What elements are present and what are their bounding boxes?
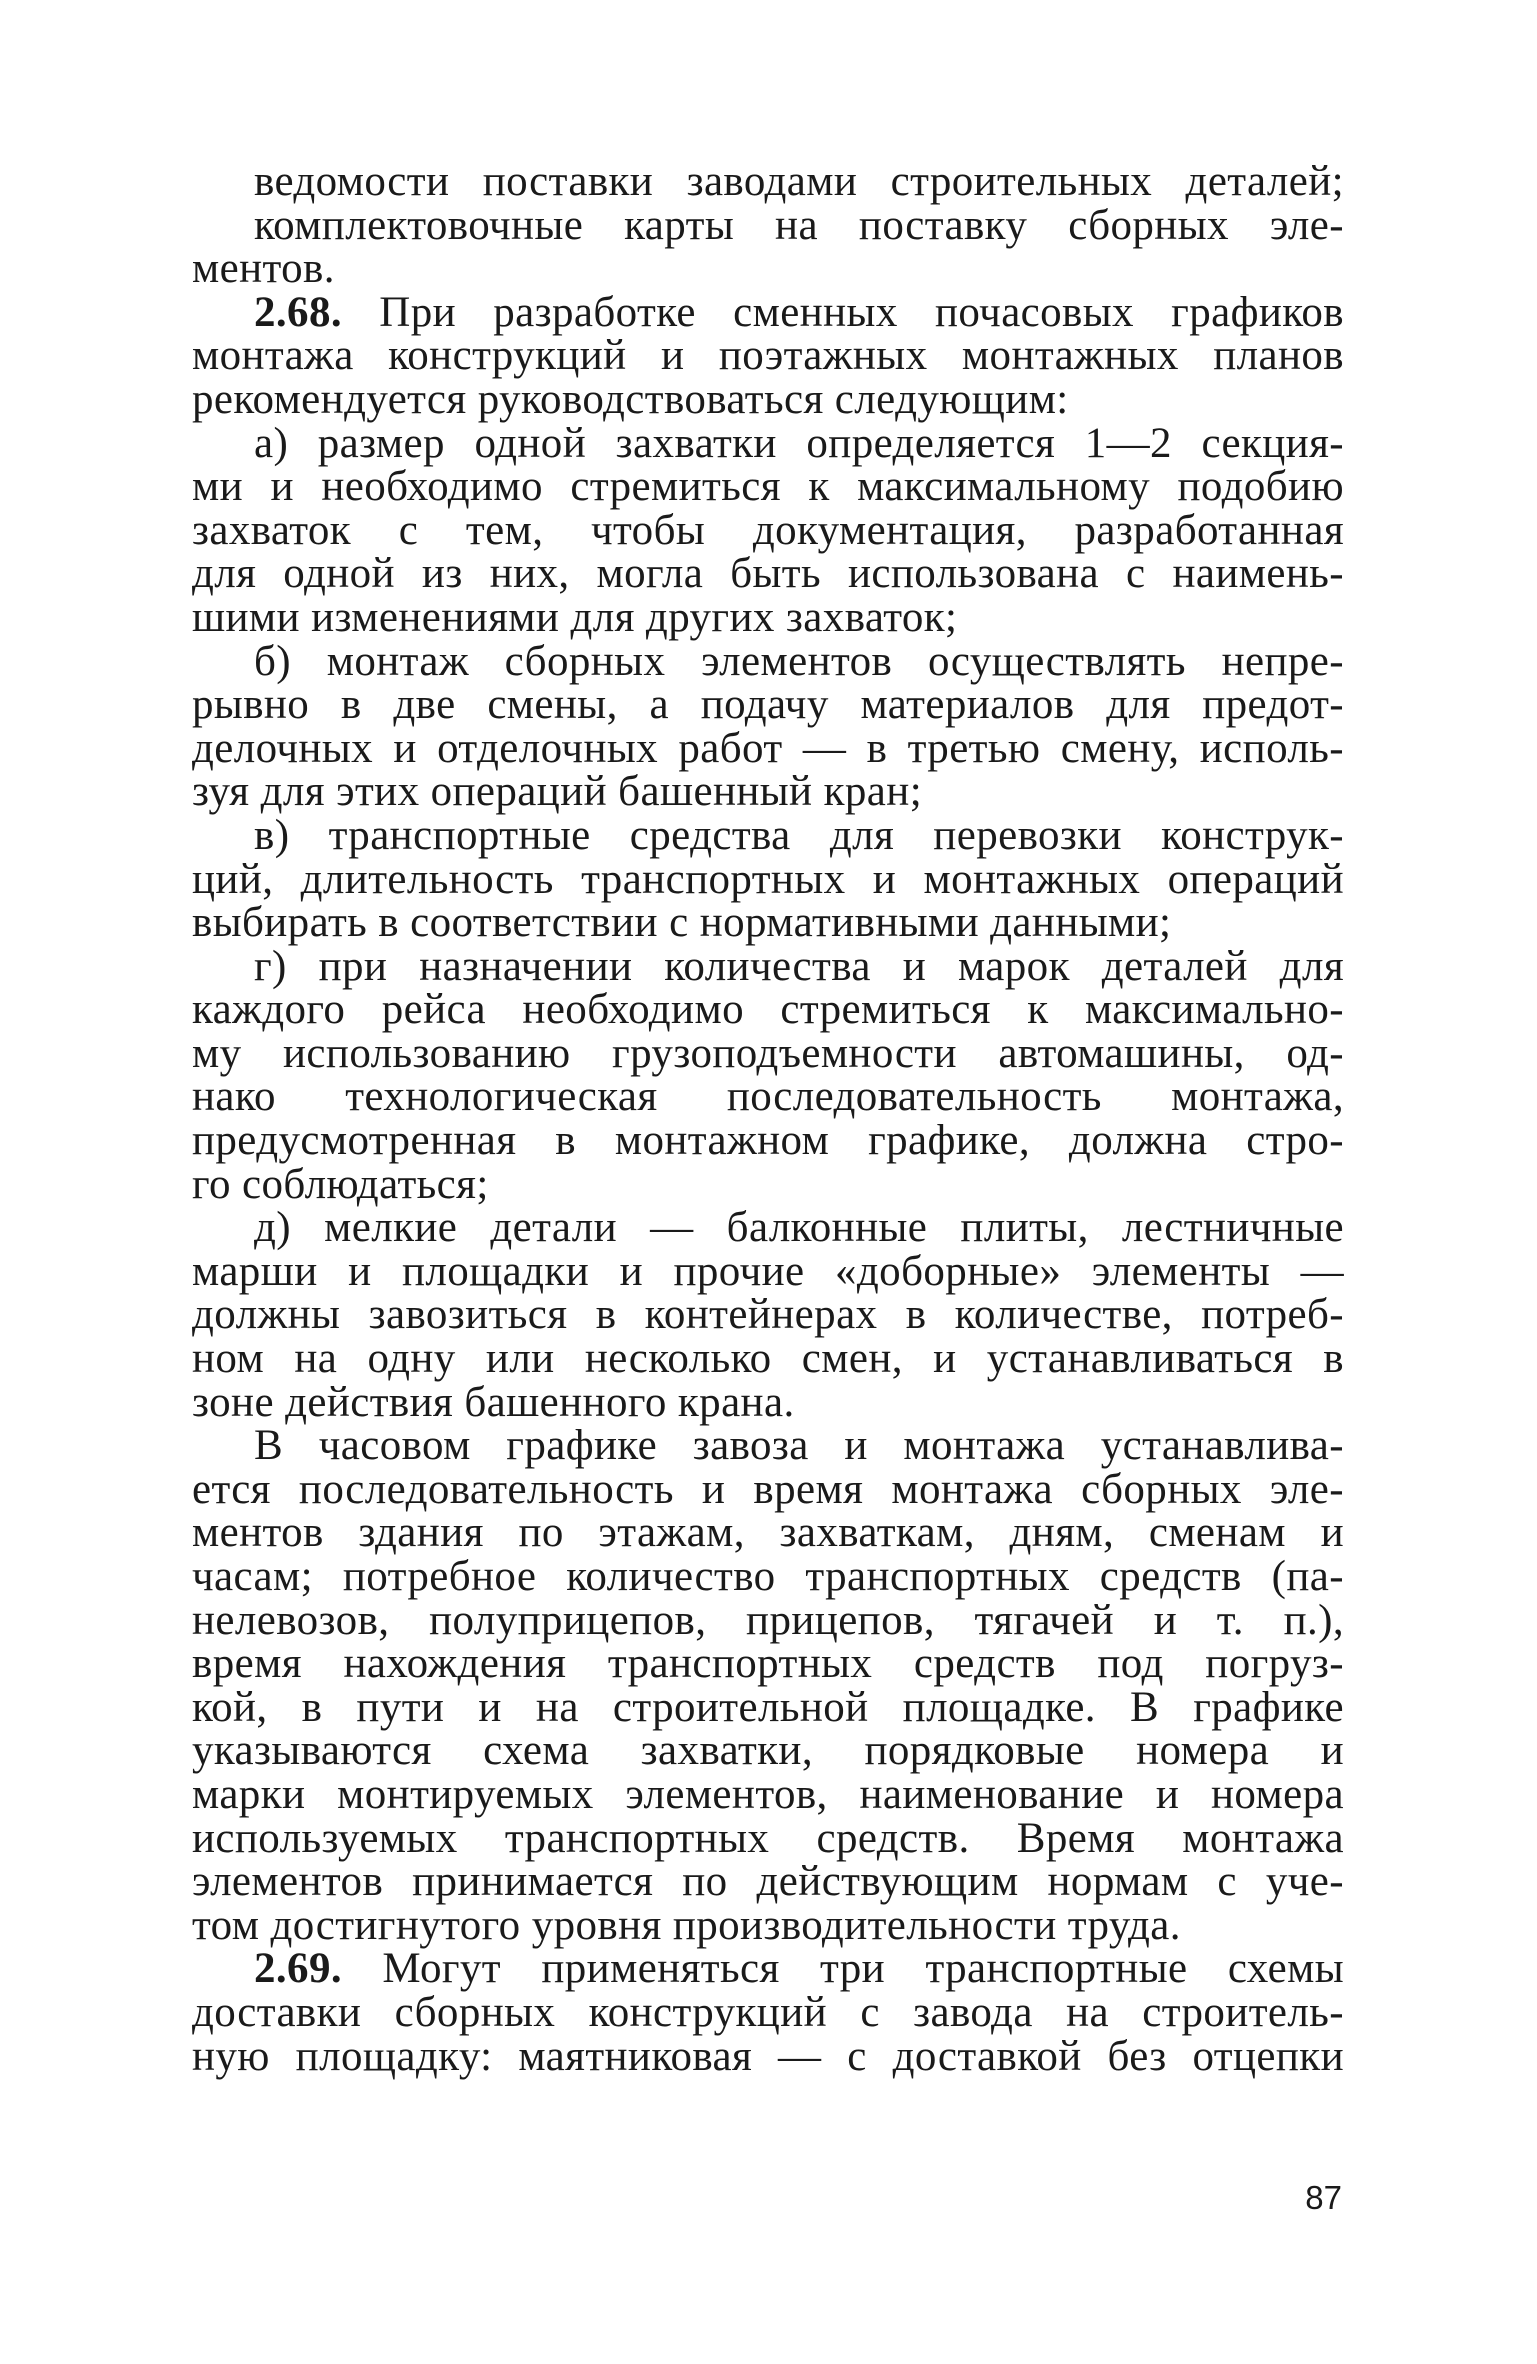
- line-text: нако технологическая последовательность монтажа,: [192, 1073, 1344, 1121]
- text-line: [192, 1378, 1344, 1426]
- line-text: зуя для этих операций башенный кран;: [192, 768, 923, 816]
- text-line: [192, 637, 1344, 685]
- text-line: [192, 1465, 1344, 1513]
- line-text: ций, длительность транспортных и монтажных операций: [192, 855, 1344, 903]
- text-line: [192, 855, 1344, 903]
- text-line: [192, 1729, 1344, 1773]
- line-text: ми и необходимо стремиться к максимальному подобию: [192, 463, 1344, 511]
- text-line: [192, 1206, 1344, 1250]
- line-text: зоне действия башенного крана.: [192, 1378, 795, 1426]
- line-text: ную площадку: маятниковая — с доставкой без отцепки: [192, 2032, 1344, 2080]
- text-line: [192, 1596, 1344, 1644]
- text-line: [192, 1947, 1344, 1991]
- line-text: делочных и отделочных работ — в третью смену, исполь-: [192, 724, 1344, 772]
- text-line: [192, 593, 1344, 641]
- text-line: [192, 419, 1344, 467]
- line-text: захваток с тем, чтобы документация, разработанная: [192, 506, 1344, 554]
- text-line: [192, 1293, 1344, 1337]
- line-text: Могут применяться три транспортные схемы: [342, 1945, 1344, 1993]
- line-text: указываются схема захватки, порядковые номера и: [192, 1727, 1344, 1775]
- line-text: марши и площадки и прочие «доборные» элементы —: [192, 1247, 1344, 1295]
- document-body: [192, 160, 1344, 2078]
- text-line: [192, 1119, 1344, 1163]
- text-line: [192, 1075, 1344, 1119]
- line-text: ведомости поставки заводами строительных деталей;: [254, 158, 1344, 205]
- line-text: го соблюдаться;: [192, 1160, 489, 1208]
- line-text: ется последовательность и время монтажа сборных эле-: [192, 1465, 1344, 1513]
- line-text: шими изменениями для других захваток;: [192, 593, 958, 641]
- text-line: [192, 1683, 1344, 1731]
- line-text: монтажа конструкций и поэтажных монтажных планов: [192, 332, 1344, 380]
- line-text: д) мелкие детали — балконные плиты, лестничные: [254, 1204, 1344, 1252]
- line-text: При разработке сменных почасовых графиков: [342, 288, 1344, 336]
- line-text: каждого рейса необходимо стремиться к максимально-: [192, 986, 1344, 1034]
- text-line: [192, 1160, 1344, 1208]
- text-line: [192, 942, 1344, 990]
- text-line: [192, 724, 1344, 772]
- line-text: нелевозов, полуприцепов, прицепов, тягачей и т. п.),: [192, 1596, 1344, 1644]
- text-line: [192, 770, 1344, 814]
- line-text: должны завозиться в контейнерах в количестве, потреб-: [192, 1291, 1344, 1339]
- line-text: В часовом графике завоза и монтажа устанавлива-: [254, 1422, 1344, 1470]
- text-line: [192, 1424, 1344, 1468]
- line-text: в) транспортные средства для перевозки конструк-: [254, 811, 1344, 859]
- text-line: [192, 506, 1344, 554]
- line-text: кой, в пути и на строительной площадке. В графике: [192, 1683, 1344, 1731]
- section-number: 2.69.: [254, 1945, 342, 1993]
- text-line: [192, 1555, 1344, 1599]
- page-number: 87: [1305, 2179, 1342, 2216]
- line-text: ментов.: [192, 245, 335, 293]
- line-text: том достигнутого уровня производительности труда.: [192, 1901, 1181, 1949]
- line-text: а) размер одной захватки определяется 1—2 секция-: [254, 419, 1344, 467]
- line-text: элементов принимается по действующим нормам с уче-: [192, 1858, 1344, 1906]
- line-text: рекомендуется руководствоваться следующим:: [192, 375, 1069, 423]
- section-number: 2.68.: [254, 288, 342, 336]
- text-line: [192, 2032, 1344, 2080]
- line-text: используемых транспортных средств. Время монтажа: [192, 1814, 1344, 1862]
- text-line: [192, 334, 1344, 378]
- line-text: выбирать в соответствии с нормативными данными;: [192, 899, 1172, 947]
- text-line: [192, 1511, 1344, 1555]
- line-text: ментов здания по этажам, захваткам, дням, сменам и: [192, 1509, 1344, 1557]
- line-text: доставки сборных конструкций с завода на строитель-: [192, 1988, 1344, 2036]
- line-text: ном на одну или несколько смен, и устанавливаться в: [192, 1335, 1344, 1383]
- text-line: [192, 1337, 1344, 1381]
- line-text: б) монтаж сборных элементов осуществлять непре-: [254, 637, 1344, 685]
- text-line: [192, 1988, 1344, 2036]
- line-text: предусмотренная в монтажном графике, должна стро-: [192, 1117, 1344, 1165]
- text-line: [192, 201, 1344, 249]
- line-text: часам; потребное количество транспортных средств (па-: [192, 1553, 1344, 1600]
- line-text: г) при назначении количества и марок деталей для: [254, 942, 1344, 990]
- text-line: [192, 288, 1344, 336]
- line-text: время нахождения транспортных средств под погруз-: [192, 1640, 1344, 1688]
- text-line: [192, 988, 1344, 1032]
- line-text: марки монтируемых элементов, наименование и номера: [192, 1770, 1344, 1818]
- line-text: для одной из них, могла быть использована с наимень-: [192, 550, 1344, 598]
- text-line: [192, 1814, 1344, 1862]
- text-line: [192, 160, 1344, 204]
- text-line: [192, 1860, 1344, 1904]
- text-line: [192, 683, 1344, 727]
- line-text: му использованию грузоподъемности автомашины, од-: [192, 1029, 1344, 1077]
- text-line: [192, 552, 1344, 596]
- text-line: [192, 811, 1344, 859]
- text-line: [192, 1901, 1344, 1949]
- text-line: [192, 1029, 1344, 1077]
- line-text: рывно в две смены, а подачу материалов для предот-: [192, 681, 1344, 729]
- text-line: [192, 1642, 1344, 1686]
- text-line: [192, 375, 1344, 423]
- text-line: [192, 247, 1344, 291]
- text-line: [192, 1247, 1344, 1295]
- text-line: [192, 1770, 1344, 1818]
- text-line: [192, 465, 1344, 509]
- text-line: [192, 901, 1344, 945]
- line-text: комплектовочные карты на поставку сборных эле-: [254, 201, 1344, 249]
